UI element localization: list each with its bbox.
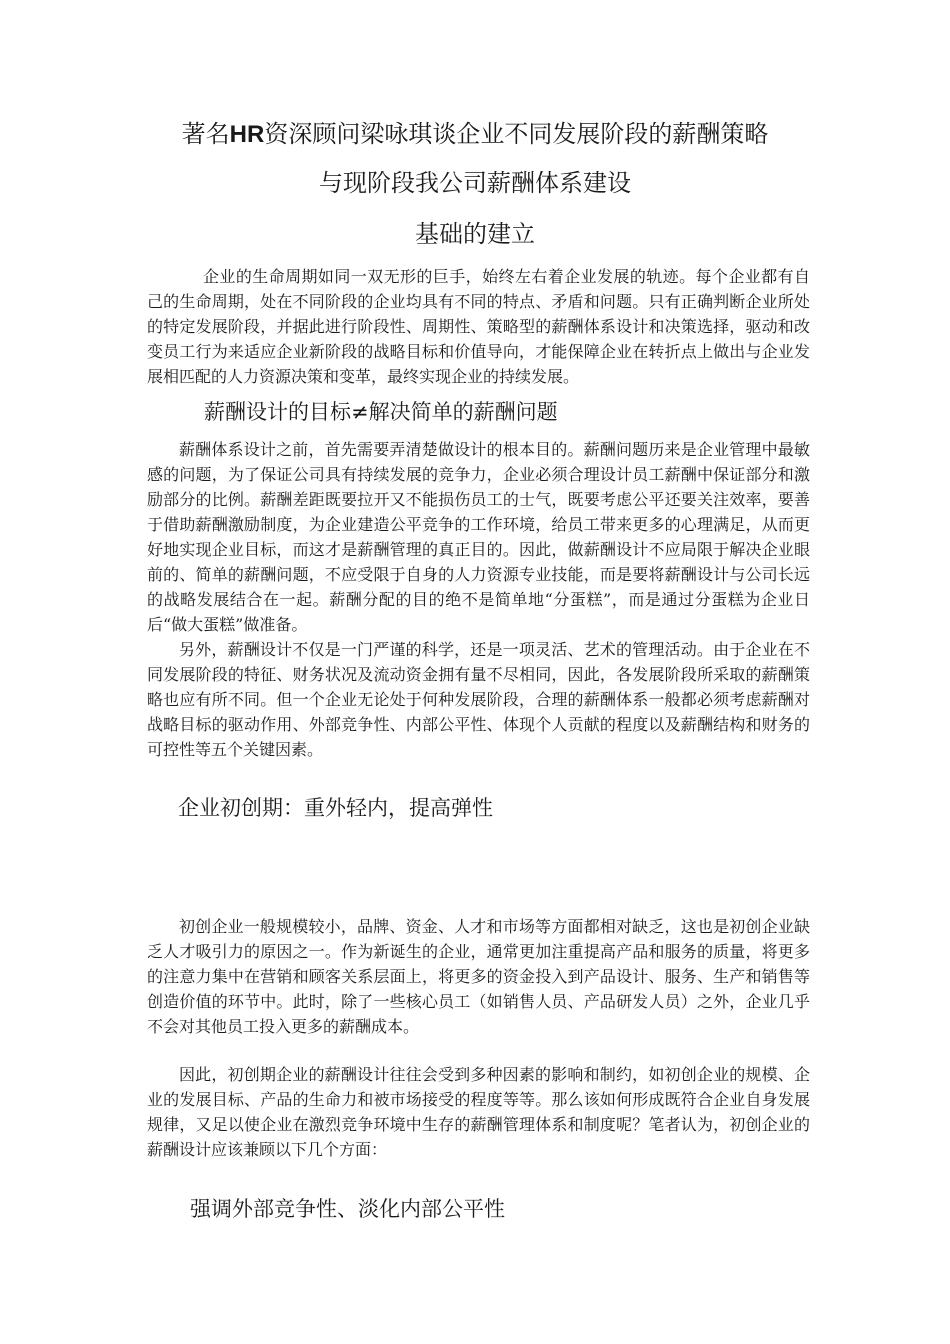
section2-paragraph-1: 初创企业一般规模较小，品牌、资金、人才和市场等方面都相对缺乏，这也是初创企业缺乏人才吸引力的原因之一。作为新诞生的企业，通常更加注重提高产品和服务的质量，将更多的注意力集中在营销和顾客关系层面上，将更多的资金投入到产品设计、服务、生产和销售等创造价值的环节中。此时，除了一些核心员工（如销售人员、产品研发人员）之外，企业几乎不会对其他员工投入更多的薪酬成本。 bbox=[147, 917, 810, 1036]
title-bold-hr: HR bbox=[229, 121, 265, 148]
title-rest: 资深顾问梁咏琪谈企业不同发展阶段的薪酬策略 bbox=[264, 120, 769, 148]
title-prefix: 著名 bbox=[181, 120, 230, 148]
title-line-3: 基础的建立 bbox=[415, 220, 535, 248]
section1-paragraph-2: 另外，薪酬设计不仅是一门严谨的科学，还是一项灵活、艺术的管理活动。由于企业在不同发展阶段的特征、财务状况及流动资金拥有量不尽相同，因此，各发展阶段所采取的薪酬策略也应有所不同。但一个企业无论处于何种发展阶段，合理的薪酬体系一般都必须考虑薪酬对战略目标的驱动作用、外部竞争性、内部公平性、体现个人贡献的程度以及薪酬结构和财务的可控性等五个关键因素。 bbox=[147, 640, 810, 759]
section-heading-salary-goal: 薪酬设计的目标≠解决简单的薪酬问题 bbox=[204, 400, 558, 424]
section2-paragraph-2: 因此，初创期企业的薪酬设计往往会受到多种因素的影响和制约，如初创企业的规模、企业的发展目标、产品的生命力和被市场接受的程度等等。那么该如何形成既符合企业自身发展规律，又足以使企业在激烈竞争环境中生存的薪酬管理体系和制度呢？笔者认为，初创企业的薪酬设计应该兼顾以下几个方面： bbox=[147, 1065, 810, 1159]
title-line-1 bbox=[0, 118, 950, 151]
section-heading-startup-stage: 企业初创期：重外轻内，提高弹性 bbox=[178, 796, 493, 820]
title-line-2: 与现阶段我公司薪酬体系建设 bbox=[319, 169, 631, 197]
intro-paragraph: 企业的生命周期如同一双无形的巨手，始终左右着企业发展的轨迹。每个企业都有自己的生命周期，处在不同阶段的企业均具有不同的特点、矛盾和问题。只有正确判断企业所处的特定发展阶段，并据此进行阶段性、周期性、策略型的薪酬体系设计和决策选择，驱动和改变员工行为来适应企业新阶段的战略目标和价值导向，才能保障企业在转折点上做出与企业发展相匹配的人力资源决策和变革，最终实现企业的持续发展。 bbox=[147, 267, 810, 386]
section1-paragraph-1: 薪酬体系设计之前，首先需要弄清楚做设计的根本目的。薪酬问题历来是企业管理中最敏感的问题，为了保证公司具有持续发展的竞争力，企业必须合理设计员工薪酬中保证部分和激励部分的比例。薪酬差距既要拉开又不能损伤员工的士气，既要考虑公平还要关注效率，要善于借助薪酬激励制度，为企业建造公平竞争的工作环境，给员工带来更多的心理满足，从而更好地实现企业目标，而这才是薪酬管理的真正目的。因此，做薪酬设计不应局限于解决企业眼前的、简单的薪酬问题，不应受限于自身的人力资源专业技能，而是要将薪酬设计与公司长远的战略发展结合在一起。薪酬分配的目的绝不是简单地“分蛋糕”，而是通过分蛋糕为企业日后“做大蛋糕”做准备。 bbox=[147, 440, 810, 634]
section-heading-external-competitiveness: 强调外部竞争性、淡化内部公平性 bbox=[190, 1197, 505, 1221]
